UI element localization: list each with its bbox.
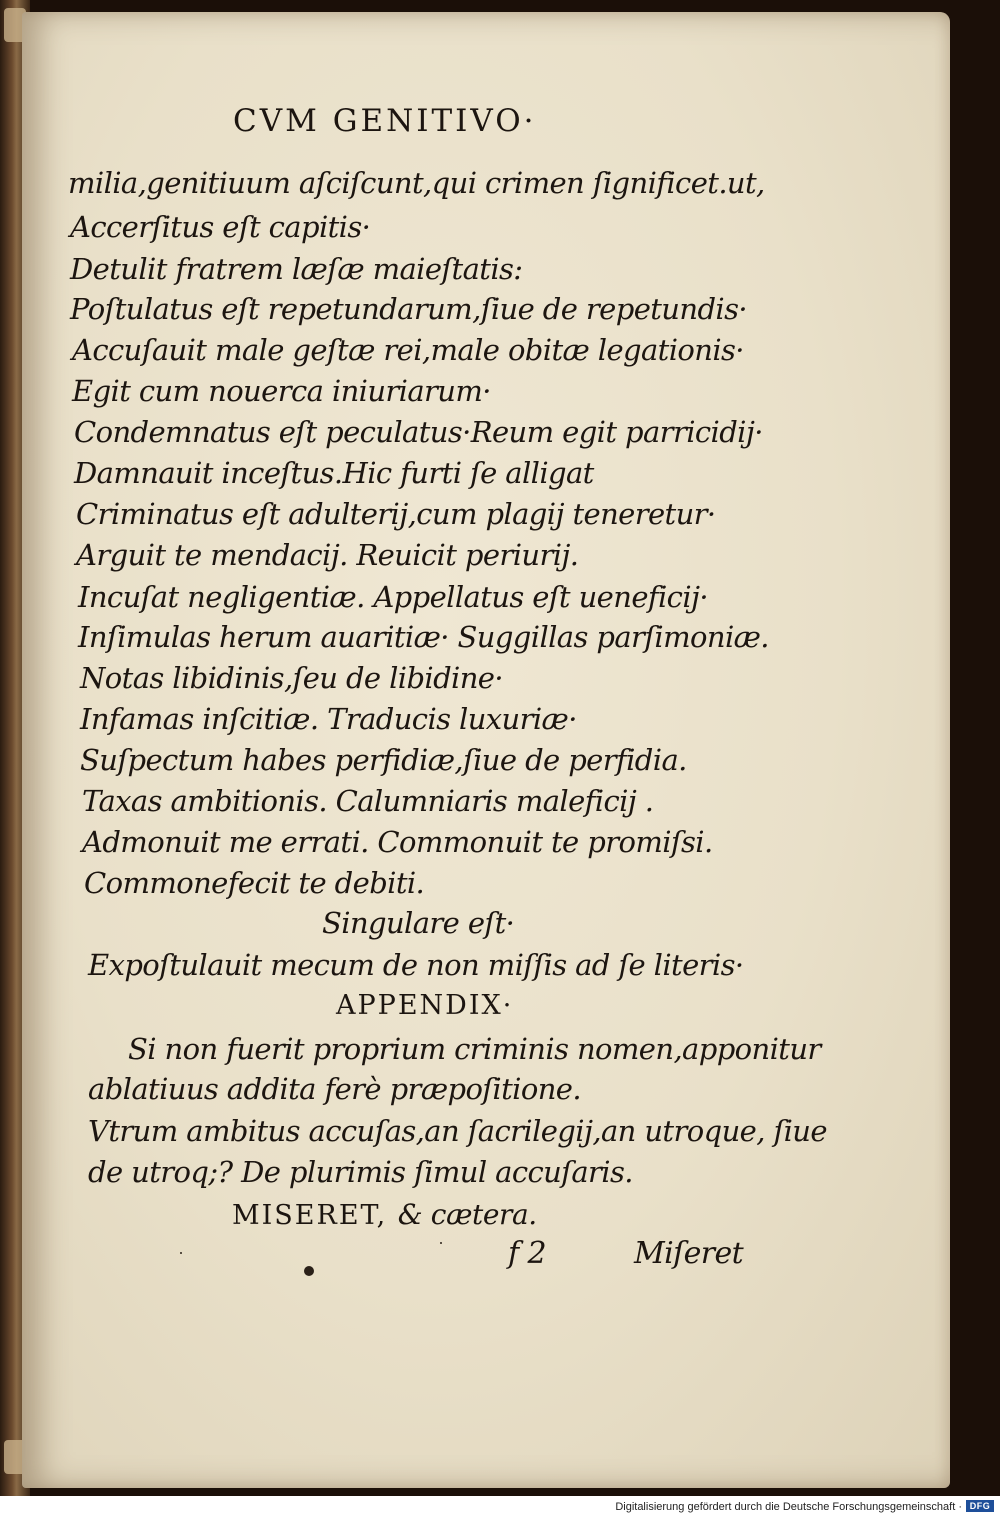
running-head: CVM GENITIVO·: [233, 103, 537, 139]
text-line: Suſpectum habes perfidiæ,ſiue de perfidia.: [80, 743, 687, 777]
text-line: Taxas ambitionis. Calumniaris maleficij .: [82, 784, 654, 818]
text-line: Arguit te mendacij. Reuicit periurij.: [76, 538, 579, 572]
appendix-line: ablatiuus addita ferè præpoſitione.: [88, 1072, 581, 1106]
text-line: Detulit fratrem læſæ maieſtatis:: [70, 252, 523, 286]
text-line: Incuſat negligentiæ. Appellatus eſt ueneficij·: [78, 580, 709, 614]
appendix-heading: APPENDIX·: [336, 990, 514, 1021]
ink-speck: [180, 1252, 182, 1254]
text-line: Notas libidinis,ſeu de libidine·: [80, 661, 503, 695]
text-line: Infamas inſcitiæ. Traducis luxuriæ·: [80, 702, 577, 736]
dfg-logo: DFG: [966, 1500, 994, 1512]
ink-speck: [440, 1242, 442, 1244]
signature-mark: f 2: [508, 1236, 546, 1271]
text-line: Criminatus eſt adulterij,cum plagij teneretur·: [76, 497, 716, 531]
text-line: Accuſauit male geſtæ rei,male obitæ legationis·: [72, 333, 744, 367]
text-line: Admonuit me errati. Commonuit te promiſsi.: [82, 825, 713, 859]
appendix-line: Vtrum ambitus accuſas,an ſacrilegij,an utroque, ſiue: [88, 1114, 827, 1148]
miseret-tail: & cætera.: [397, 1198, 537, 1231]
catchword: Miſeret: [634, 1236, 744, 1271]
text-line: Commonefecit te debiti.: [84, 866, 425, 900]
text-line: Inſimulas herum auaritiæ· Suggillas parſimoniæ.: [78, 620, 769, 654]
expostulauit-line: Expoſtulauit mecum de non miſſis ad ſe literis·: [88, 948, 744, 982]
text-line: milia,genitiuum aſciſcunt,qui crimen ſignificet.ut,: [68, 166, 765, 200]
miseret-caps: MISERET,: [232, 1200, 388, 1231]
singulare-line: Singulare eſt·: [322, 906, 515, 940]
text-line: Condemnatus eſt peculatus·Reum egit parricidij·: [74, 415, 763, 449]
ink-spot: [304, 1266, 314, 1276]
miseret-heading: [232, 1198, 537, 1231]
appendix-line: Si non fuerit proprium criminis nomen,apponitur: [128, 1032, 821, 1066]
text-line: Damnauit inceſtus.Hic furti ſe alligat: [74, 456, 594, 490]
text-line: Egit cum nouerca iniuriarum·: [72, 374, 491, 408]
funding-credit: Digitalisierung gefördert durch die Deutsche Forschungsgemeinschaft ·: [615, 1501, 962, 1513]
appendix-line: de utroq;? De plurimis ſimul accuſaris.: [88, 1155, 633, 1189]
text-line: Accerſitus eſt capitis·: [70, 210, 371, 244]
text-line: Poſtulatus eſt repetundarum,ſiue de repetundis·: [70, 292, 748, 326]
